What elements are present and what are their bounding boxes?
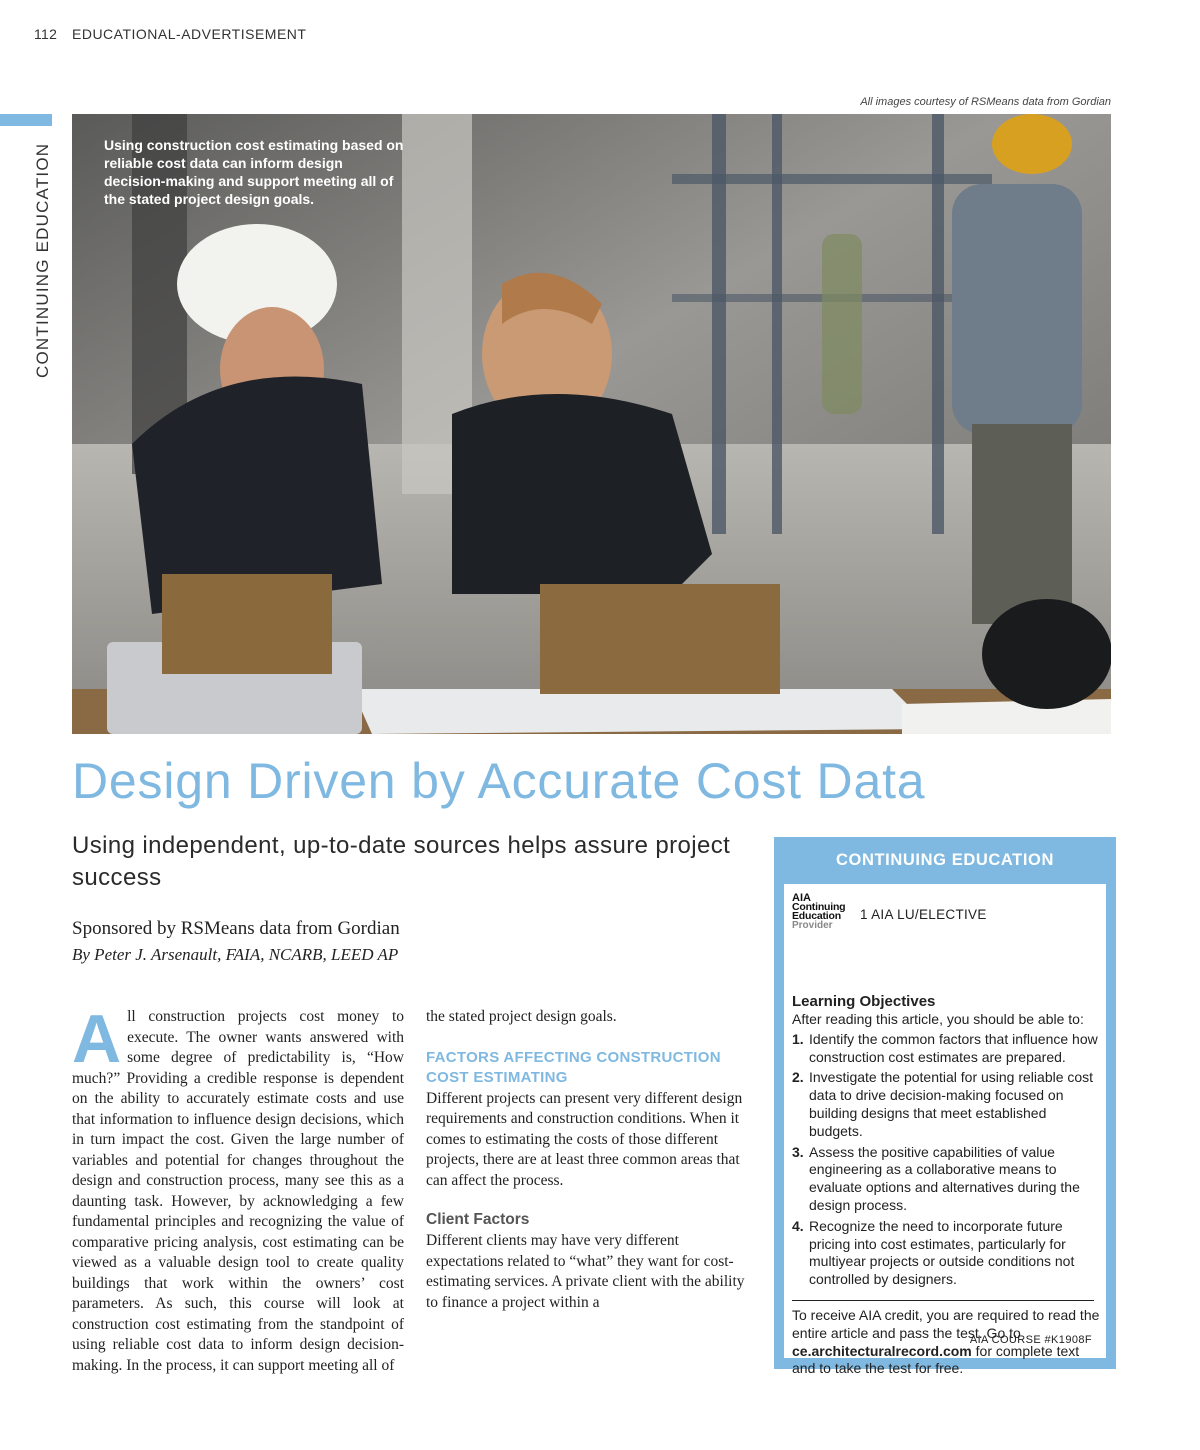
objective-text: Assess the positive capabilities of value engineering as a collaborative means to evaluate options and alternatives during the design process.	[809, 1143, 1080, 1213]
logo-line-aia: AIA	[792, 892, 811, 904]
continuing-education-box	[774, 837, 1116, 1377]
article-title: Design Driven by Accurate Cost Data	[72, 753, 926, 809]
objectives-heading: Learning Objectives	[792, 993, 936, 1010]
section-label: EDUCATIONAL-ADVERTISEMENT	[72, 26, 307, 42]
course-number: AIA COURSE #K1908F	[969, 1334, 1092, 1346]
side-accent-bar	[0, 114, 52, 126]
objective-item	[792, 1069, 1104, 1140]
aia-provider-logo	[792, 894, 854, 931]
objective-text: Identify the common factors that influence how construction cost estimates are prepared.	[809, 1030, 1098, 1065]
objectives-intro: After reading this article, you should be able to:	[792, 1011, 1084, 1027]
client-factors-paragraph: Different clients may have very different expectations related to “what” they want for cost-estimating services. A private client with the ability to finance a project within a	[426, 1232, 745, 1311]
ce-divider	[792, 1300, 1094, 1301]
section-heading-factors: FACTORS AFFECTING CONSTRUCTION COST ESTIMATING	[426, 1048, 721, 1086]
intro-paragraph: ll construction projects cost money to execute. The owner wants answered with some degree of predictability is, “How much?” Providing a credible response is dependent on the ability to accurately estimate costs and use that information to influence design decisions, which in turn impact the cost. Given the large number of variables and potential for changes throughout the design and construction process, many see this as a daunting task. However, by acknowledging a few fundamental principles and recognizing the value of comparative pricing analysis, cost estimating can be viewed as a valuable design tool to create quality buildings that work within the owners’ cost parameters. As such, this course will look at construction cost estimating from the standpoint of using reliable cost data to inform design decision-making. In the process, it can support meeting all of	[72, 1008, 404, 1374]
objective-number: 1.	[792, 1030, 804, 1047]
credit-text-end: for complete text and to take the test for free.	[792, 1342, 1080, 1377]
section-heading-client-factors: Client Factors	[426, 1211, 530, 1228]
objectives-body	[792, 1011, 1104, 1292]
logo-line-education: Education	[792, 910, 841, 922]
objective-number: 4.	[792, 1217, 804, 1234]
objective-number: 2.	[792, 1069, 804, 1086]
objective-number: 3.	[792, 1143, 804, 1160]
sponsor-line: Sponsored by RSMeans data from Gordian	[72, 918, 400, 939]
objective-item	[792, 1031, 1104, 1067]
objective-text: Investigate the potential for using reliable cost data to drive decision-making focused on building designs that meet established budgets.	[809, 1069, 1094, 1139]
page-number: 112	[34, 26, 58, 42]
objective-text: Recognize the need to incorporate future pricing into cost estimates, particularly for multiyear projects or outside conditions not controlled by designers.	[809, 1217, 1075, 1288]
image-credit: All images courtesy of RSMeans data from Gordian	[860, 96, 1111, 108]
objective-item	[792, 1218, 1104, 1289]
logo-line-continuing: Continuing	[792, 901, 846, 913]
ce-box-content	[784, 884, 1106, 1377]
drop-cap: A	[72, 1001, 122, 1077]
ce-box-header: CONTINUING EDUCATION	[836, 851, 1054, 869]
objectives-list	[792, 1031, 1104, 1289]
article-column-2	[426, 1007, 748, 1313]
logo-line-provider: Provider	[792, 920, 833, 931]
vertical-section-label: CONTINUING EDUCATION	[33, 142, 52, 378]
intro-paragraph-continued: the stated project design goals.	[426, 1008, 617, 1025]
ce-website-link[interactable]: ce.architecturalrecord.com	[792, 1342, 972, 1359]
credit-text: To receive AIA credit, you are required to read the entire article and pass the test. Go to	[792, 1307, 1100, 1341]
factors-paragraph: Different projects can present very different design requirements and construction conditions. When it comes to estimating the costs of those different projects, there are at least three common areas that can affect the process.	[426, 1089, 743, 1189]
objective-item	[792, 1144, 1104, 1215]
author-byline: By Peter J. Arsenault, FAIA, NCARB, LEED AP	[72, 945, 399, 964]
article-subtitle: Using independent, up-to-date sources helps assure project success	[72, 832, 731, 891]
article-column-1	[72, 1001, 404, 1376]
photo-caption: Using construction cost estimating based on reliable cost data can inform design decision-making and support meeting all of the stated project design goals.	[104, 137, 404, 207]
learning-units: 1 AIA LU/ELECTIVE	[860, 907, 987, 922]
